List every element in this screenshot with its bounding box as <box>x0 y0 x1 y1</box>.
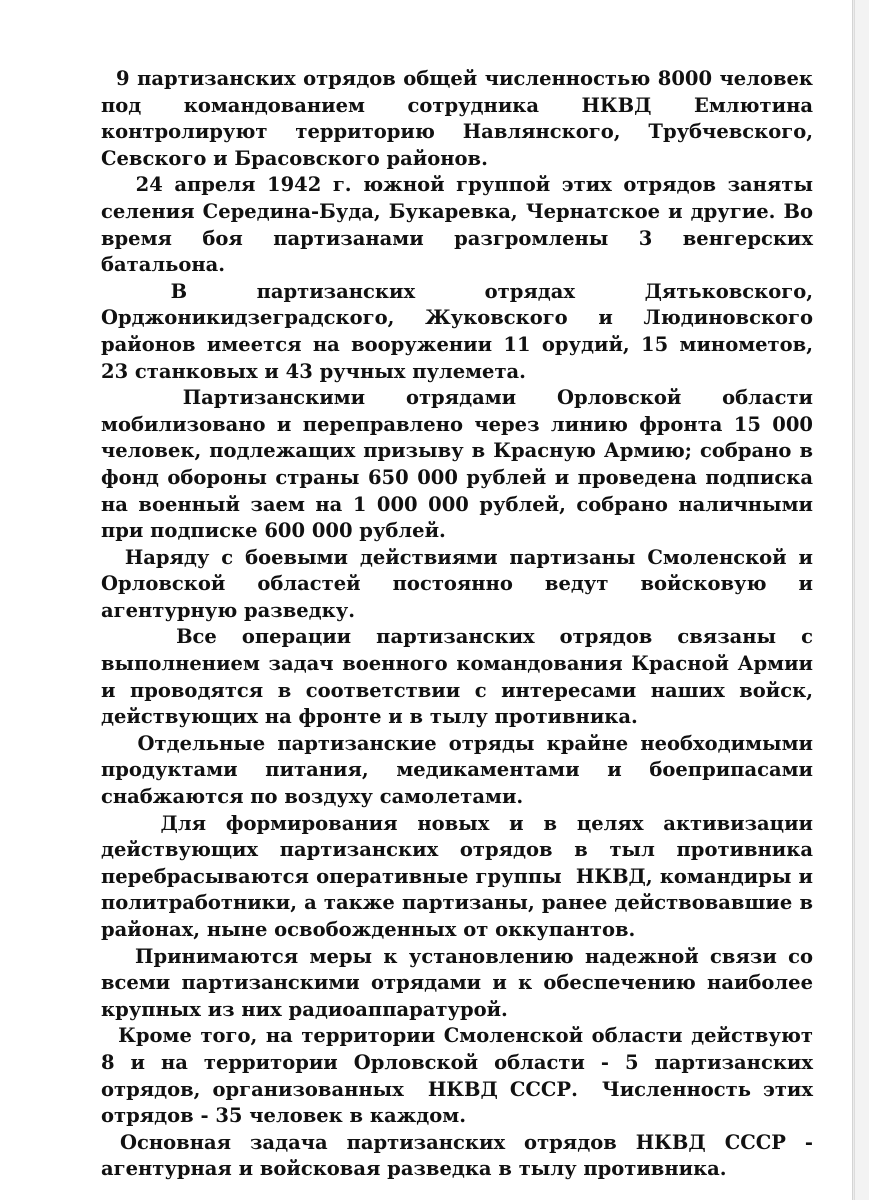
page-edge-strip <box>854 0 869 1200</box>
paragraph: Наряду с боевыми действиями партизаны Смоленской и Орловской областей постоянно ведут войсковую и агентурную разведку. <box>101 545 820 622</box>
paragraph: 9 партизанских отрядов общей численностью 8000 человек под командованием сотрудника НКВД Емлютина контролируют территорию Навлянского, Трубчевского, Севского и Брасовского районов. <box>101 67 820 170</box>
paragraph: Отдельные партизанские отряды крайне необходимыми продуктами питания, медикаментами и боеприпасами снабжаются по воздуху самолетами. <box>101 731 820 809</box>
paragraph: В партизанских отрядах Дятьковского, Орджоникидзеградского, Жуковского и Людиновского районов имеется на вооружении 11 орудий, 15 минометов, 23 станковых и 43 ручных пулемета. <box>101 279 820 383</box>
paragraph: Кроме того, на территории Смоленской области действуют 8 и на территории Орловской области - 5 партизанских отрядов, организованных НКВД СССР. Численность этих отрядов - 35 человек в каждом. <box>101 1024 820 1128</box>
paragraph: Партизанскими отрядами Орловской области мобилизовано и переправлено через линию фронта 15 000 человек, подлежащих призыву в Красную Армию; собрано в фонд обороны страны 650 000 рублей и проведена подписка на военный заем на 1 000 000 рублей, собрано наличными при подписке 600 000 рублей. <box>101 386 820 543</box>
paragraph: Для формирования новых и в целях активизации действующих партизанских отрядов в тыл противника перебрасываются оперативные группы НКВД, командиры и политработники, а также партизаны, ранее действовавшие в районах, ныне освобожденных от оккупантов. <box>101 811 820 941</box>
paragraph: Принимаются меры к установлению надежной связи со всеми партизанскими отрядами и к обеспечению наиболее крупных из них радиоаппаратурой. <box>101 944 820 1021</box>
paragraph: 24 апреля 1942 г. южной группой этих отрядов заняты селения Середина-Буда, Букаревка, Чернатское и другие. Во время боя партизанами разгромлены 3 венгерских батальона. <box>101 173 820 277</box>
document-body <box>101 66 820 1183</box>
paragraph: Все операции партизанских отрядов связаны с выполнением задач военного командования Красной Армии и проводятся в соответствии с интересами наших войск, действующих на фронте и в тылу противника. <box>101 625 820 729</box>
paragraph: Основная задача партизанских отрядов НКВД СССР - агентурная и войсковая разведка в тылу противника. <box>101 1130 820 1181</box>
